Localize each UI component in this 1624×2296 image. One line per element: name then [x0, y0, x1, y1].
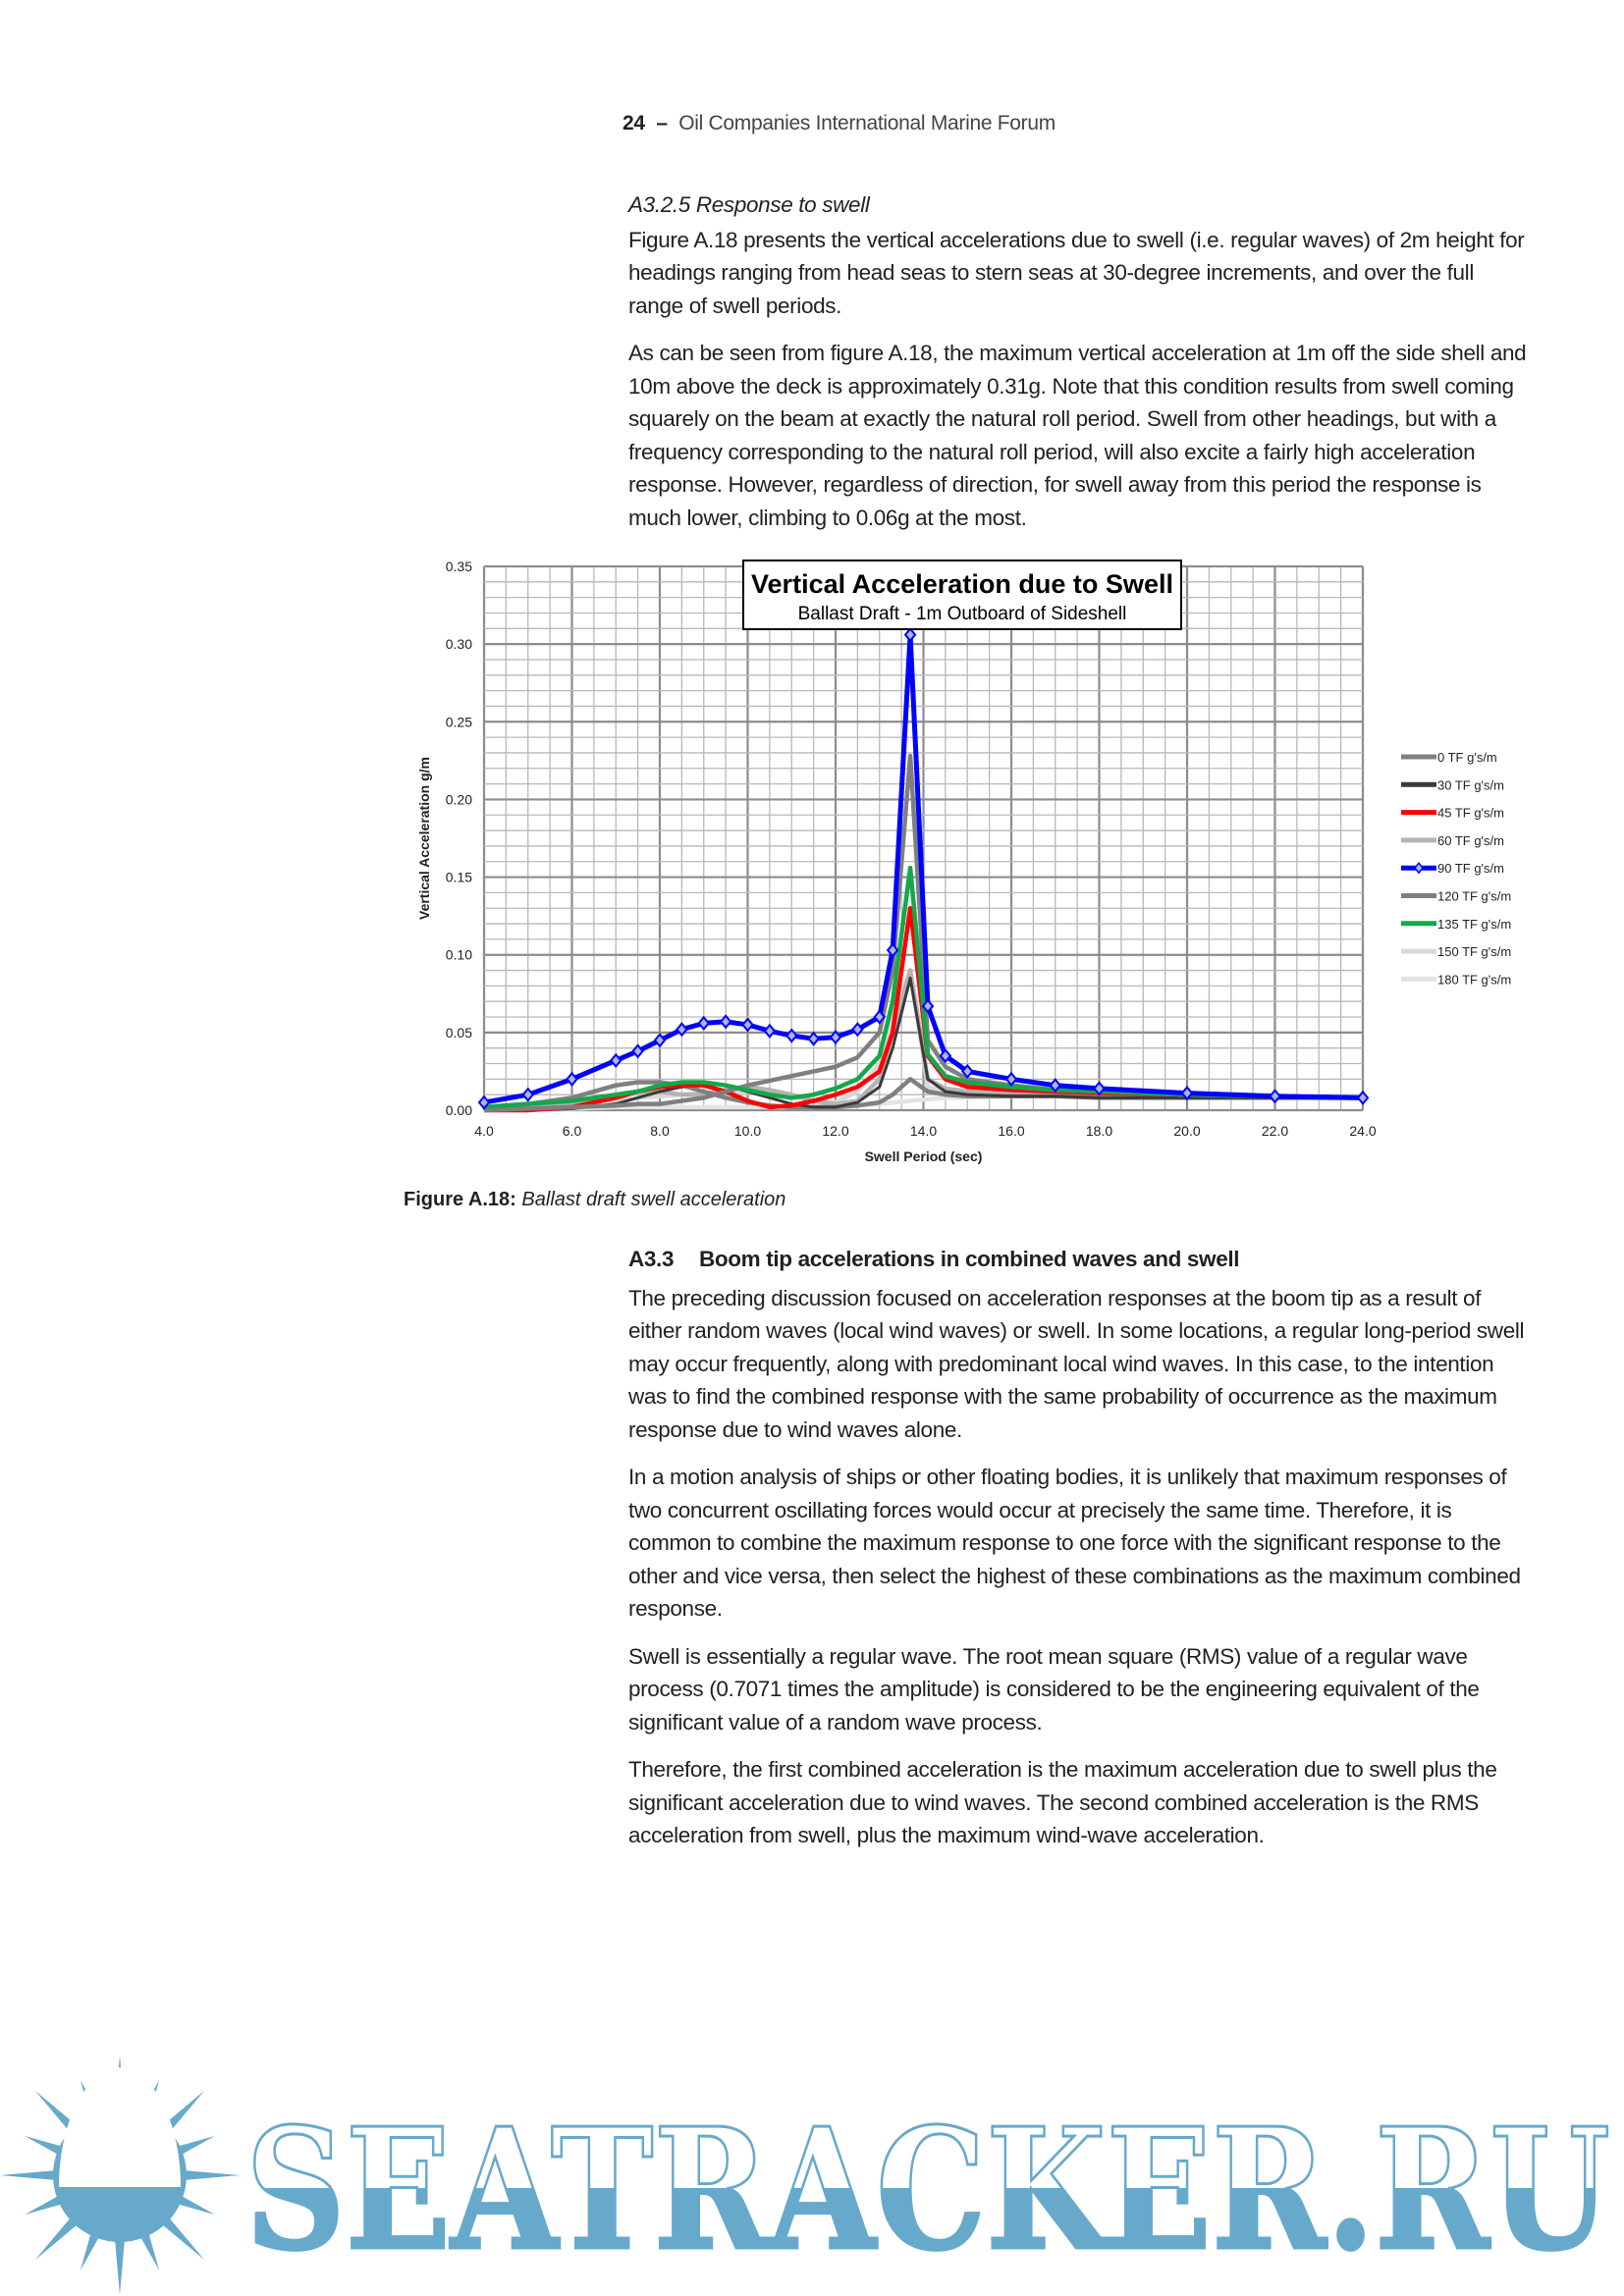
legend-label: 30 TF g's/m: [1437, 777, 1504, 793]
x-tick-label: 10.0: [733, 1123, 762, 1139]
x-tick-label: 8.0: [650, 1123, 670, 1139]
data-point-marker: [1358, 1092, 1368, 1103]
figure-label: Figure A.18:: [404, 1189, 516, 1210]
y-tick-label: 0.15: [445, 869, 472, 885]
figure-caption-text: Ballast draft swell acceleration: [521, 1189, 786, 1210]
figure-caption: [404, 1189, 785, 1211]
paragraph: Figure A.18 presents the vertical accelerations due to swell (i.e. regular waves) of 2m height for headings ranging from head seas to stern seas at 30-degree increments, and over the full range of swell periods.: [628, 227, 1525, 318]
x-axis-label: Swell Period (sec): [864, 1148, 983, 1164]
swell-acceleration-chart: [393, 550, 1551, 1178]
sun-logo-icon: [0, 2056, 240, 2295]
x-tick-label: 12.0: [822, 1123, 849, 1139]
paragraph: As can be seen from figure A.18, the maximum vertical acceleration at 1m off the side shell and 10m above the deck is approximately 0.31g. Note that this condition results from swell coming squarely on the beam at exactly the natural roll period. Swell from other headings, but with a frequency corresponding to the natural roll period, will also excite a fairly high acceleration response. However, regardless of direction, for swell away from this period the response is much lower, climbing to 0.06g at the most.: [628, 341, 1527, 530]
section-number: A3.3: [628, 1247, 675, 1271]
y-tick-label: 0.10: [445, 946, 472, 963]
section-a33: [628, 1243, 1532, 1867]
section-a325: [628, 188, 1532, 549]
x-tick-label: 22.0: [1261, 1123, 1289, 1139]
y-tick-label: 0.25: [445, 714, 472, 730]
data-point-marker: [809, 1033, 819, 1044]
x-tick-label: 6.0: [562, 1123, 582, 1139]
paragraph: Therefore, the first combined acceleration is the maximum acceleration due to swell plus the significant acceleration due to wind waves. The second combined acceleration is the RMS acceleration from swell, plus the maximum wind-wave acceleration.: [628, 1757, 1497, 1847]
legend-label: 0 TF g's/m: [1437, 750, 1497, 765]
legend-label: 90 TF g's/m: [1437, 861, 1504, 877]
y-tick-label: 0.00: [445, 1102, 472, 1118]
watermark-text: SEATRACKER.RU: [245, 2092, 1610, 2288]
legend-label: 180 TF g's/m: [1437, 972, 1512, 988]
x-tick-label: 24.0: [1349, 1123, 1377, 1139]
section-heading: [628, 1243, 1532, 1276]
paragraph: Swell is essentially a regular wave. The root mean square (RMS) value of a regular wave process (0.7071 times the amplitude) is considered to be the engineering equivalent of the significant value of a random wave process.: [628, 1643, 1480, 1735]
x-tick-label: 14.0: [909, 1123, 938, 1139]
page-number: 24: [623, 112, 645, 134]
chart-subtitle: Ballast Draft - 1m Outboard of Sideshell: [797, 604, 1127, 624]
legend-label: 45 TF g's/m: [1437, 805, 1504, 821]
chart-title: Vertical Acceleration due to Swell: [751, 569, 1173, 599]
data-point-marker: [905, 629, 915, 641]
data-point-marker: [699, 1017, 709, 1029]
running-header: [623, 112, 1056, 135]
legend-label: 60 TF g's/m: [1437, 832, 1504, 848]
data-point-marker: [523, 1089, 533, 1100]
section-title: Boom tip accelerations in combined waves and swell: [699, 1247, 1240, 1271]
x-tick-label: 18.0: [1085, 1123, 1113, 1139]
data-point-marker: [1271, 1091, 1280, 1102]
y-axis-label: Vertical Acceleration g/m: [416, 757, 432, 920]
legend-label: 120 TF g's/m: [1437, 888, 1512, 904]
y-tick-label: 0.20: [445, 791, 472, 808]
x-tick-label: 4.0: [474, 1123, 494, 1139]
x-tick-label: 16.0: [998, 1123, 1025, 1139]
y-tick-label: 0.30: [445, 636, 472, 653]
x-tick-label: 20.0: [1173, 1123, 1201, 1139]
legend-label: 135 TF g's/m: [1437, 916, 1512, 932]
paragraph: In a motion analysis of ships or other floating bodies, it is unlikely that maximum responses of two concurrent oscillating forces would occur at precisely the same time. Therefore, it is common to combine the maximum response to one force with the significant response to the other and vice versa, then select the highest of these combinations as the maximum combined response.: [628, 1465, 1521, 1621]
y-tick-label: 0.35: [445, 559, 472, 574]
section-heading: A3.2.5 Response to swell: [628, 192, 870, 217]
y-tick-label: 0.05: [445, 1024, 472, 1041]
paragraph: The preceding discussion focused on acceleration responses at the boom tip as a result of either random waves (local wind waves) or swell. In some locations, a regular long-period swell may occur frequently, along with predominant local wind waves. In this case, to the intention was to find the combined response with the same probability of occurrence as the maximum response due to wind waves alone.: [628, 1285, 1525, 1442]
data-point-marker: [743, 1019, 753, 1031]
publisher-name: Oil Companies International Marine Forum: [678, 112, 1056, 134]
watermark: [0, 2052, 1624, 2296]
legend-marker: [1415, 863, 1423, 873]
header-separator: –: [656, 112, 668, 134]
data-point-marker: [765, 1025, 775, 1037]
legend-label: 150 TF g's/m: [1437, 944, 1512, 960]
